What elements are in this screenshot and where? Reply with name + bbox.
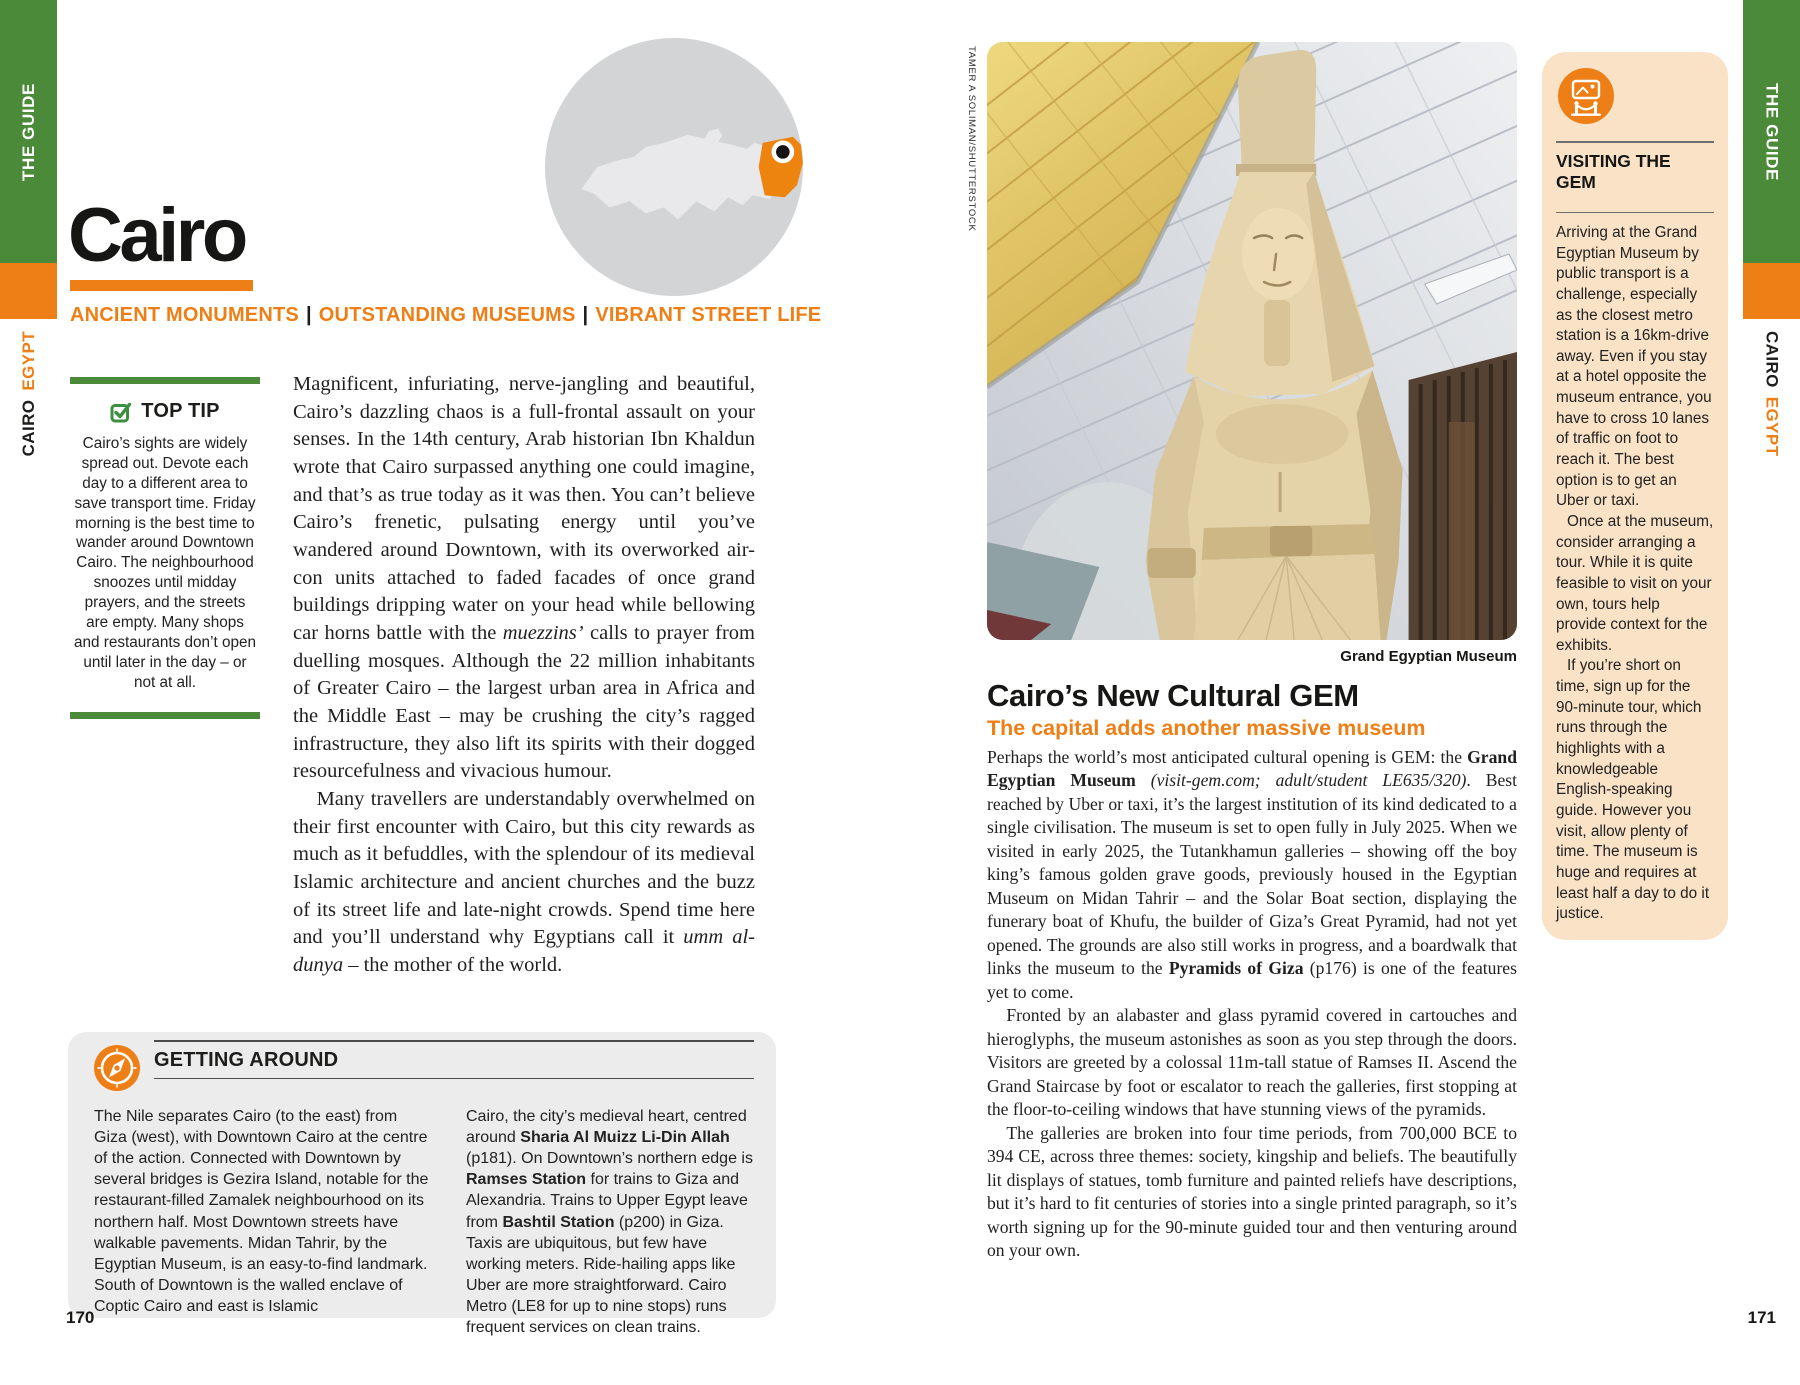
left-page-number: 170: [66, 1308, 95, 1327]
getting-around-columns: [94, 1106, 756, 1338]
getting-around-title: GETTING AROUND: [154, 1048, 339, 1071]
right-spine-country: EGYPT: [1762, 397, 1782, 457]
intro-text: [293, 371, 755, 980]
right-guide-tab-label: THE GUIDE: [1762, 82, 1782, 181]
rule: [154, 1078, 754, 1080]
getting-around-header: [154, 1040, 754, 1079]
article-paragraph: Fronted by an alabaster and glass pyramid covered in cartouches and hieroglyphs, the museum astonishes as soon as you step through the doors. Visitors are greeted by a colossal 11m-tall statue of Ramses II. Ascend the Grand Staircase by foot or escalator to reach the galleries, first stopping at the floor-to-ceiling windows that have stunning views of the pyramids.: [987, 1005, 1517, 1120]
photo-caption: Grand Egyptian Museum: [1340, 648, 1517, 665]
tagline-separator: |: [582, 304, 589, 326]
getting-around-col1: The Nile separates Cairo (to the east) from Giza (west), with Downtown Cairo at the centre of the action. Connected with Downtown by several bridges is Gezira Island, notable for the restaurant-filled Zamalek neighbourhood on its northern half. Most Downtown streets have walkable pavements. Midan Tahrir, by the Egyptian Museum, is an easy-to-find landmark. South of Downtown is the walled enclave of Coptic Cairo and east is Islamic: [94, 1108, 429, 1315]
right-orange-tab: [1743, 263, 1800, 319]
visiting-gem-title: VISITING THE GEM: [1556, 150, 1671, 192]
article-paragraph: The galleries are broken into four time periods, from 700,000 BCE to 394 CE, across three themes: society, kingship and beliefs. The beautifully lit displays of statues, tomb furniture and painted reliefs have descriptions, but it’s hard to fit centuries of stories into a single printed paragraph, so it’s worth signing up for the 90-minute guided tour and then venturing around on your own.: [987, 1122, 1517, 1261]
intro-paragraph: Magnificent, infuriating, nerve-jangling and beautiful, Cairo’s dazzling chaos is a full-frontal assault on your senses. In the 14th century, Arab historian Ibn Khaldun wrote that Cairo surpassed anything one could imagine, and that’s as true today as it was then. You can’t believe Cairo’s frenetic, pulsating energy until you’ve wandered around Downtown, with its overworked air-con units attached to faded facades of once grand buildings dripping water on your head while bellowing car horns battle with the muezzins’ calls to prayer from duelling mosques. Although the 22 million inhabitants of Greater Cairo – the largest urban area in Africa and the Middle East – may be crushing the city’s ragged infrastructure, they also lift its spirits with their dogged resourcefulness and vivacious humour.: [293, 373, 756, 783]
compass-icon: [94, 1045, 140, 1091]
museum-exhibit-icon: [1558, 68, 1614, 124]
article-heading: Cairo’s New Cultural GEM: [987, 678, 1359, 713]
left-spine-country: EGYPT: [18, 331, 38, 391]
museum-photo: [987, 42, 1517, 640]
article-subheading: The capital adds another massive museum: [987, 716, 1426, 740]
left-spine: [0, 0, 57, 1385]
page-title: Cairo: [68, 193, 245, 278]
left-guide-tab-label: THE GUIDE: [18, 82, 38, 181]
left-spine-location: [0, 324, 57, 464]
right-guide-tab: [1743, 0, 1800, 263]
tagline-item: VIBRANT STREET LIFE: [595, 304, 822, 326]
checkbox-icon: [110, 401, 132, 423]
location-dot-icon: [774, 143, 792, 161]
locator-map-graphic: [545, 38, 803, 296]
rule: [1556, 212, 1714, 214]
top-tip-header: [72, 400, 258, 423]
top-tip-panel: [70, 377, 260, 719]
visiting-gem-panel: [1542, 52, 1728, 940]
tagline: [70, 304, 821, 327]
ramses-statue-illustration: [987, 42, 1517, 640]
visiting-gem-paragraph: If you’re short on time, sign up for the 90-minute tour, which runs through the highlights with a knowledgeable English-speaking guide. However you visit, allow plenty of time. The museum is huge and requires at least half a day to do it justice.: [1556, 657, 1710, 923]
tagline-item: ANCIENT MONUMENTS: [70, 304, 299, 326]
top-tip-label: TOP TIP: [141, 400, 220, 422]
left-guide-tab: [0, 0, 57, 263]
visiting-gem-paragraph: Arriving at the Grand Egyptian Museum by public transport is a challenge, especially as the closest metro station is a 16km-drive away. Even if you stay at a hotel opposite the museum entrance, you have to cross 10 lanes of traffic on foot to reach it. The best option is to get an Uber or taxi.: [1556, 224, 1712, 510]
title-accent-bar: [70, 280, 253, 291]
visiting-gem-paragraph: Once at the museum, consider arranging a tour. While it is quite feasible to visit on your own, tours help provide context for the exhibits.: [1556, 512, 1714, 654]
locator-map: [545, 38, 803, 296]
right-spine: [1743, 0, 1800, 1385]
left-orange-tab: [0, 263, 57, 319]
visiting-gem-text: [1556, 223, 1714, 925]
tagline-item: OUTSTANDING MUSEUMS: [318, 304, 576, 326]
left-spine-city: CAIRO: [18, 399, 38, 457]
intro-paragraph: Many travellers are understandably overwhelmed on their first encounter with Cairo, but this city rewards as much as it befuddles, with the splendour of its medieval Islamic architecture and ancient churches and the buzz of its street life and late-night crowds. Spend time here and you’ll understand why Egyptians call it umm al-dunya – the mother of the world.: [293, 788, 755, 977]
tagline-separator: |: [305, 304, 312, 326]
right-spine-location: [1743, 324, 1800, 464]
photo-credit: TAMER A SOLIMAN/SHUTTERSTOCK: [966, 46, 977, 232]
article-paragraph: Perhaps the world’s most anticipated cultural opening is GEM: the Grand Egyptian Museum (visit-gem.com; adult/student LE635/320). Best reached by Uber or taxi, it’s the largest institution of its kind dedicated to a single civilisation. The museum is set to open fully in July 2025. When we visited in early 2025, the Tutankhamun galleries – showing off the boy king’s famous golden grave goods, previously housed in the Egyptian Museum on Midan Tahrir – and the Solar Boat section, displaying the funerary boat of Khufu, the builder of Giza’s Great Pyramid, had not yet opened. The grounds are also still works in progress, and a boardwalk that links the museum to the Pyramids of Giza (p176) is one of the features yet to come.: [987, 747, 1518, 1002]
article-body: [987, 746, 1517, 1263]
right-spine-city: CAIRO: [1762, 331, 1782, 389]
getting-around-col2: Cairo, the city’s medieval heart, centred around Sharia Al Muizz Li-Din Allah (p181). On Downtown’s northern edge is Ramses Station for trains to Giza and Alexandria. Trains to Upper Egypt leave from Bashtil Station (p200) in Giza. Taxis are ubiquitous, but few have working meters. Ride-hailing apps like Uber are more straightforward. Cairo Metro (LE8 for up to nine stops) runs frequent services on clean trains.: [466, 1108, 753, 1337]
spacer: [1771, 388, 1772, 397]
right-page-number: 171: [1747, 1308, 1776, 1327]
spacer: [28, 391, 29, 400]
top-tip-text: Cairo’s sights are widely spread out. Devote each day to a different area to save transport time. Friday morning is the best time to wander around Downtown Cairo. The neighbourhood snoozes until midday prayers, and the streets are empty. Many shops and restaurants don’t open until later in the day – or not at all.: [74, 435, 256, 691]
